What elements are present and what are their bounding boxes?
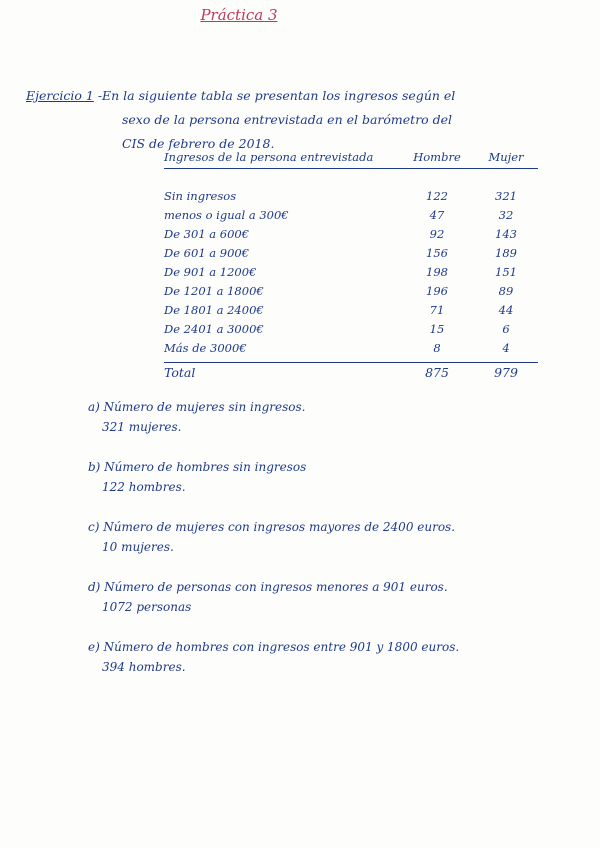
- row-mujer: 4: [502, 341, 510, 355]
- row-mujer: 321: [495, 189, 517, 203]
- exercise-label: Ejercicio 1: [26, 88, 94, 103]
- table-row: [164, 301, 538, 320]
- page-title: Práctica 3: [200, 6, 278, 24]
- total-label: Total: [164, 365, 196, 380]
- row-mujer: 32: [498, 208, 514, 222]
- question-item: [88, 460, 558, 494]
- table-header: [164, 150, 538, 169]
- table-row: [164, 339, 538, 358]
- row-label: De 1201 a 1800€: [164, 284, 264, 298]
- total-mujer: 979: [494, 365, 518, 380]
- question-item: [88, 640, 558, 674]
- question-text: e) Número de hombres con ingresos entre 901 y 1800 euros.: [88, 640, 460, 654]
- exercise-text-1: -En la siguiente tabla se presentan los ingresos según el: [97, 88, 456, 103]
- row-hombre: 122: [426, 189, 448, 203]
- question-item: [88, 520, 558, 554]
- question-item: [88, 400, 558, 434]
- answer-text: 10 mujeres.: [102, 540, 174, 554]
- exercise-text-2: sexo de la persona entrevistada en el barómetro del: [122, 112, 453, 127]
- question-text: a) Número de mujeres sin ingresos.: [88, 400, 306, 414]
- answer-text: 1072 personas: [102, 600, 192, 614]
- exercise-statement: [26, 84, 526, 156]
- income-table: [164, 150, 538, 380]
- table-row: [164, 244, 538, 263]
- row-hombre: 15: [429, 322, 445, 336]
- row-hombre: 198: [426, 265, 448, 279]
- row-hombre: 92: [429, 227, 445, 241]
- question-text: d) Número de personas con ingresos menores a 901 euros.: [88, 580, 448, 594]
- table-body: [164, 169, 538, 358]
- row-label: De 2401 a 3000€: [164, 322, 264, 336]
- row-hombre: 8: [433, 341, 441, 355]
- exercise-text-3: CIS de febrero de 2018.: [122, 136, 275, 151]
- table-row: [164, 225, 538, 244]
- header-income: Ingresos de la persona entrevistada: [164, 150, 374, 164]
- exercise-line-1: [26, 84, 526, 108]
- row-hombre: 156: [426, 246, 448, 260]
- answer-text: 122 hombres.: [102, 480, 186, 494]
- row-hombre: 71: [429, 303, 445, 317]
- row-mujer: 189: [495, 246, 517, 260]
- table-row: [164, 282, 538, 301]
- row-hombre: 196: [426, 284, 448, 298]
- row-label: menos o igual a 300€: [164, 208, 289, 222]
- table-row: [164, 320, 538, 339]
- table-row: [164, 206, 538, 225]
- answer-text: 321 mujeres.: [102, 420, 182, 434]
- row-mujer: 143: [495, 227, 517, 241]
- row-mujer: 89: [498, 284, 514, 298]
- row-label: Sin ingresos: [164, 189, 237, 203]
- row-hombre: 47: [429, 208, 445, 222]
- total-hombre: 875: [425, 365, 449, 380]
- row-label: De 301 a 600€: [164, 227, 250, 241]
- question-text: b) Número de hombres sin ingresos: [88, 460, 307, 474]
- row-label: De 601 a 900€: [164, 246, 250, 260]
- answer-text: 394 hombres.: [102, 660, 186, 674]
- header-mujer: Mujer: [488, 150, 524, 164]
- row-label: De 901 a 1200€: [164, 265, 257, 279]
- table-total-row: [164, 362, 538, 380]
- question-item: [88, 580, 558, 614]
- questions-list: [88, 400, 558, 700]
- header-hombre: Hombre: [413, 150, 461, 164]
- row-mujer: 6: [502, 322, 510, 336]
- table-row: [164, 263, 538, 282]
- row-mujer: 151: [495, 265, 517, 279]
- row-label: De 1801 a 2400€: [164, 303, 264, 317]
- row-mujer: 44: [498, 303, 514, 317]
- row-label: Más de 3000€: [164, 341, 247, 355]
- table-row: [164, 187, 538, 206]
- question-text: c) Número de mujeres con ingresos mayores de 2400 euros.: [88, 520, 456, 534]
